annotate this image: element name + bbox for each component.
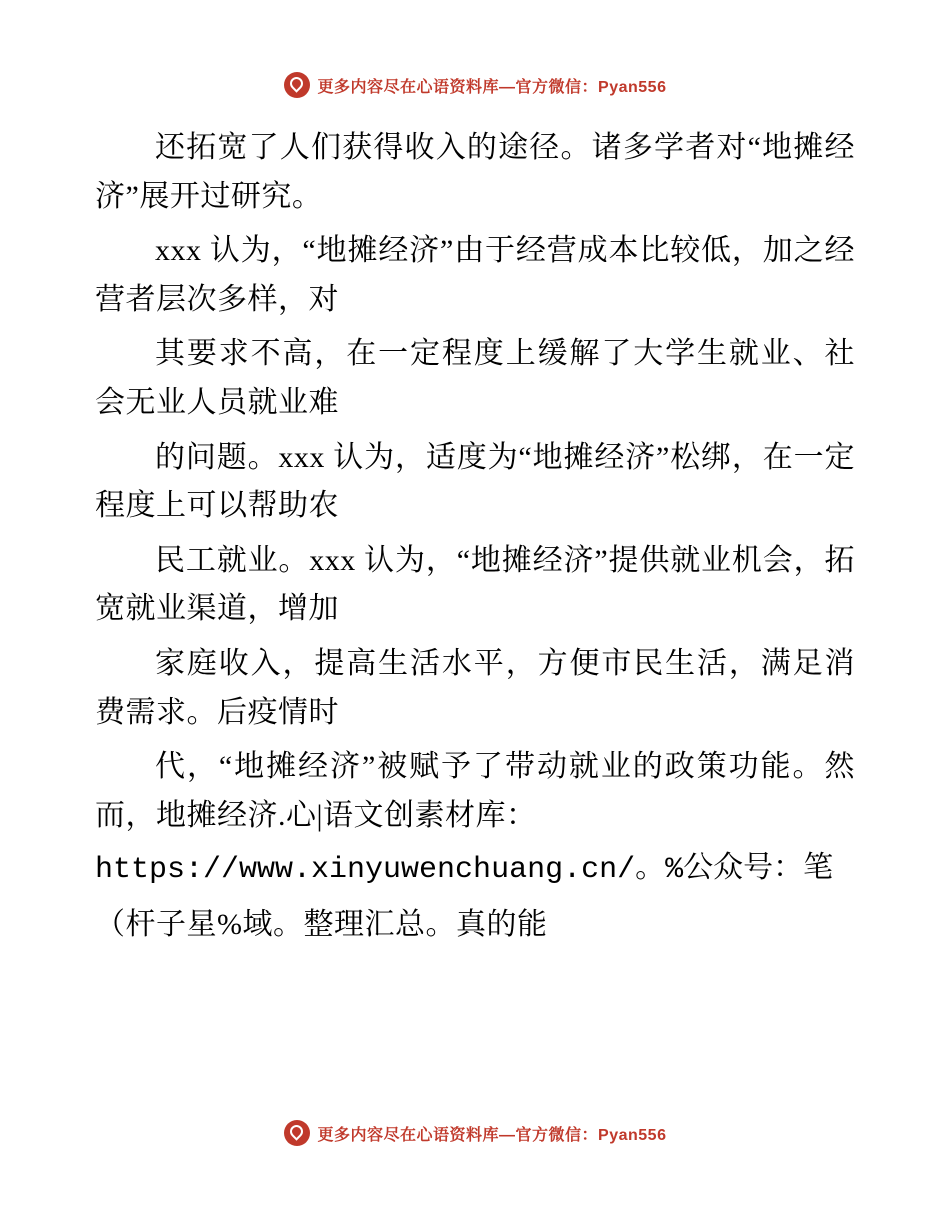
paragraph-1: 还拓宽了人们获得收入的途径。诸多学者对“地摊经济”展开过研究。 [95, 131, 855, 213]
paragraph-6: 家庭收入，提高生活水平，方便市民生活，满足消费需求。后疫情时 [95, 646, 855, 729]
paragraph-4: 的问题。xxx 认为，适度为“地摊经济”松绑，在一定程度上可以帮助农 [95, 440, 855, 523]
watermark-main-top: 更多内容尽在心语资料库— [317, 78, 516, 96]
source-url-line: https://www.xinyuwenchuang.cn/。%公众号：笔 [95, 853, 834, 888]
document-text-body [95, 98, 855, 956]
source-tail-line: （杆子星%域。整理汇总。真的能 [95, 907, 548, 941]
water-drop-logo-icon [284, 1120, 310, 1146]
watermark-main-bottom: 更多内容尽在心语资料库— [317, 1126, 516, 1144]
paragraph-3: 其要求不高，在一定程度上缓解了大学生就业、社会无业人员就业难 [95, 337, 855, 419]
paragraph-5: 民工就业。xxx 认为，“地摊经济”提供就业机会，拓宽就业渠道，增加 [95, 543, 855, 626]
paragraph-2: xxx 认为，“地摊经济”由于经营成本比较低，加之经营者层次多样，对 [95, 234, 855, 316]
watermark-text-bottom [318, 1122, 667, 1145]
watermark-account-bottom: 官方微信：Pyan556 [515, 1126, 667, 1144]
watermark-banner-bottom [0, 1120, 950, 1146]
watermark-text-top [318, 74, 667, 97]
watermark-account-top: 官方微信：Pyan556 [515, 78, 667, 96]
paragraph-7: 代，“地摊经济”被赋予了带动就业的政策功能。然而，地摊经济.心|语文创素材库： [95, 750, 855, 832]
watermark-banner-top [0, 72, 950, 98]
water-drop-logo-icon [284, 72, 310, 98]
